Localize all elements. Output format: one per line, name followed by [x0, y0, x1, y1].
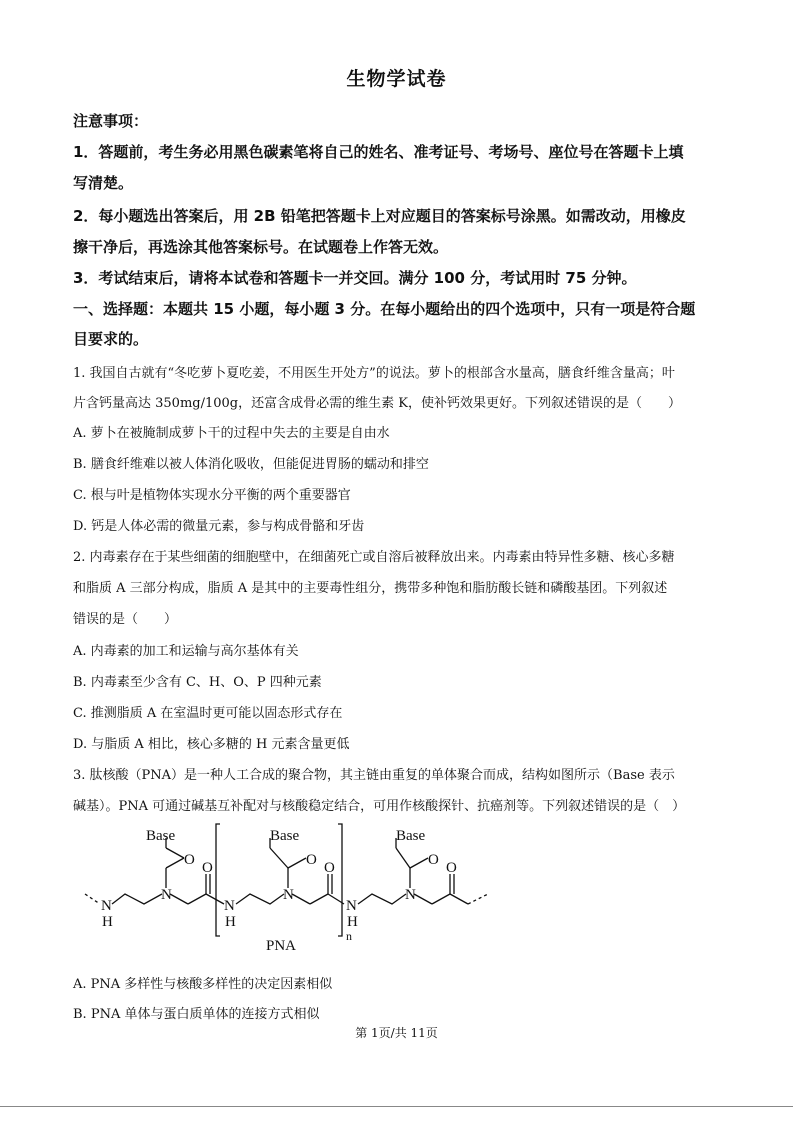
notice-line: 1．答题前，考生务必用黑色碳素笔将自己的姓名、准考证号、考场号、座位号在答题卡上填	[73, 143, 684, 161]
answer-option: A. PNA 多样性与核酸多样性的决定因素相似	[73, 977, 333, 992]
hydrogen-label: H	[347, 914, 358, 930]
backbone-bond	[236, 894, 284, 904]
base-label: Base	[270, 828, 300, 844]
amide-bond	[206, 894, 224, 904]
notice-line: 3．考试结束后，请将本试卷和答题卡一并交回。满分 100 分，考试用时 75 分钟。	[73, 269, 637, 287]
oxygen-label: O	[446, 860, 457, 876]
backbone-bond	[450, 894, 468, 904]
base-label: Base	[146, 828, 176, 844]
notice-heading: 注意事项：	[73, 112, 149, 130]
side-chain-bond	[166, 848, 184, 858]
question-stem: 2. 内毒素存在于某些细菌的细胞壁中，在细菌死亡或自溶后被释放出来。内毒素由特异性多糖、核心多糖	[73, 550, 675, 565]
nitrogen-label: N	[346, 898, 357, 914]
pna-structure-diagram	[80, 820, 500, 960]
hydrogen-label: H	[102, 914, 113, 930]
repeat-bracket-left	[216, 824, 220, 936]
answer-option: A. 萝卜在被腌制成萝卜干的过程中失去的主要是自由水	[73, 426, 390, 441]
nitrogen-label: N	[161, 887, 172, 903]
notice-line: 写清楚。	[73, 174, 134, 192]
side-chain-bond	[270, 848, 288, 868]
question-stem: 1. 我国自古就有“冬吃萝卜夏吃姜，不用医生开处方”的说法。萝卜的根部含水量高，膳食纤维含量高；叶	[73, 366, 675, 381]
backbone-bond	[292, 894, 310, 904]
nitrogen-label: N	[283, 887, 294, 903]
backbone-bond	[112, 894, 162, 904]
backbone-bond	[358, 894, 406, 904]
notice-line: 2．每小题选出答案后，用 2B 铅笔把答题卡上对应题目的答案标号涂黑。如需改动，用橡皮	[73, 207, 686, 225]
backbone-bond	[414, 894, 432, 904]
answer-option: D. 钙是人体必需的微量元素，参与构成骨骼和牙齿	[73, 519, 365, 534]
question-stem: 错误的是（ ）	[73, 612, 178, 627]
oxygen-label: O	[324, 860, 335, 876]
question-stem: 片含钙量高达 350mg/100g，还富含成骨必需的维生素 K，使补钙效果更好。下列叙述错误的是（ ）	[73, 396, 681, 411]
question-stem: 碱基）。PNA 可通过碱基互补配对与核酸稳定结合，可用作核酸探针、抗癌剂等。下列叙述错误的是（ ）	[73, 799, 686, 814]
nitrogen-label: N	[224, 898, 235, 914]
carbonyl-bond	[310, 894, 328, 904]
question-stem: 3. 肽核酸（PNA）是一种人工合成的聚合物，其主链由重复的单体聚合而成，结构如图所示（Base 表示	[73, 768, 675, 783]
side-chain-carbonyl	[166, 858, 184, 868]
structure-caption: PNA	[266, 938, 297, 954]
base-label: Base	[396, 828, 426, 844]
repeat-subscript: n	[346, 929, 352, 943]
chain-start-bond	[85, 894, 100, 904]
side-chain-bond	[396, 848, 410, 868]
section-heading: 一、选择题：本题共 15 小题，每小题 3 分。在每小题给出的四个选项中，只有一项是符合题	[73, 300, 696, 318]
answer-option: C. 推测脂质 A 在室温时更可能以固态形式存在	[73, 706, 343, 721]
nitrogen-label: N	[405, 887, 416, 903]
side-chain-carbonyl	[410, 858, 428, 868]
carbonyl-bond	[432, 894, 450, 904]
oxygen-label: O	[202, 860, 213, 876]
oxygen-label: O	[184, 852, 195, 868]
chain-end-bond	[468, 894, 488, 904]
pna-structure-svg	[80, 820, 500, 960]
answer-option: B. 膳食纤维难以被人体消化吸收，但能促进胃肠的蠕动和排空	[73, 457, 429, 472]
hydrogen-label: H	[225, 914, 236, 930]
answer-option: C. 根与叶是植物体实现水分平衡的两个重要器官	[73, 488, 351, 503]
notice-line: 擦干净后，再选涂其他答案标号。在试题卷上作答无效。	[73, 238, 449, 256]
oxygen-label: O	[306, 852, 317, 868]
page-divider	[0, 1106, 793, 1107]
nitrogen-label: N	[101, 898, 112, 914]
section-heading: 目要求的。	[73, 330, 149, 348]
side-chain-carbonyl	[288, 858, 306, 868]
answer-option: B. PNA 单体与蛋白质单体的连接方式相似	[73, 1007, 320, 1022]
repeat-bracket-right	[338, 824, 342, 936]
answer-option: A. 内毒素的加工和运输与高尔基体有关	[73, 644, 299, 659]
page-number: 第 1页/共 11页	[355, 1026, 438, 1040]
answer-option: D. 与脂质 A 相比，核心多糖的 H 元素含量更低	[73, 737, 350, 752]
answer-option: B. 内毒素至少含有 C、H、O、P 四种元素	[73, 675, 322, 690]
oxygen-label: O	[428, 852, 439, 868]
question-stem: 和脂质 A 三部分构成，脂质 A 是其中的主要毒性组分，携带多种饱和脂肪酸长链和磷酸基团。下列叙述	[73, 581, 668, 596]
carbonyl-bond	[188, 894, 206, 904]
page-title: 生物学试卷	[346, 68, 447, 90]
backbone-bond	[170, 894, 188, 904]
